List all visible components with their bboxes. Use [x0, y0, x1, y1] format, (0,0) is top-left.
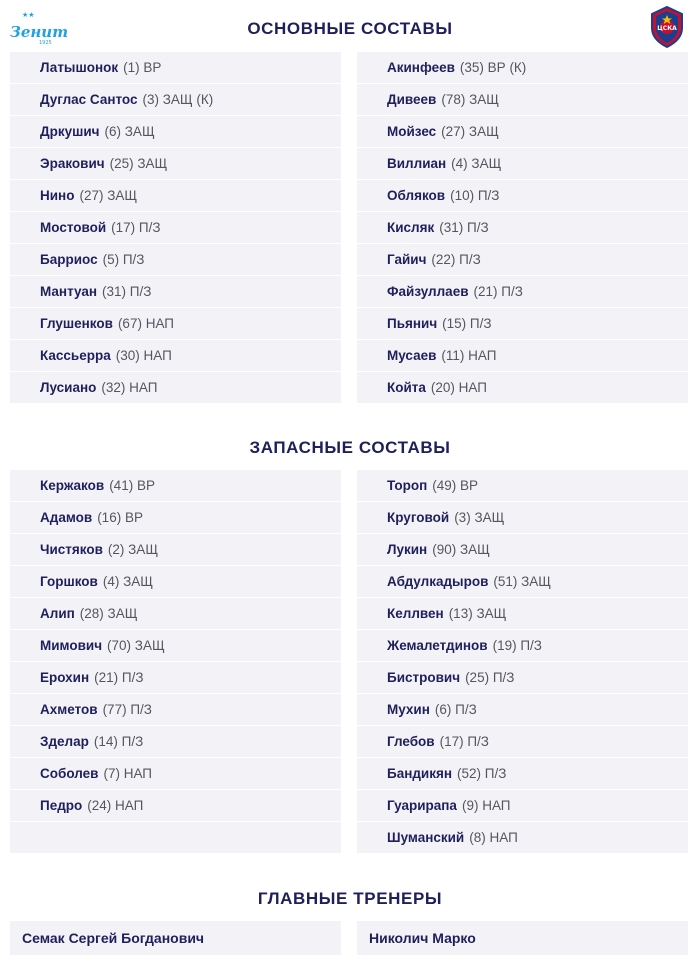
player-info: (10) П/З: [450, 188, 500, 203]
player-info: (31) П/З: [439, 220, 489, 235]
player-info: (3) ЗАЩ (К): [142, 92, 214, 107]
player-name: Эракович: [40, 156, 105, 171]
coach-row: [10, 921, 341, 955]
player-row: [10, 598, 341, 630]
player-row: [10, 534, 341, 566]
player-row: [10, 340, 341, 372]
player-info: (4) ЗАЩ: [451, 156, 502, 171]
player-name: Лусиано: [40, 380, 97, 395]
coach-left: [10, 921, 341, 955]
player-row: [357, 244, 688, 276]
player-row: [10, 758, 341, 790]
player-name: Латышонок: [40, 60, 119, 75]
player-name: Глушенков: [40, 316, 113, 331]
player-name: Бандикян: [387, 766, 453, 781]
player-row: [10, 726, 341, 758]
player-info: (17) П/З: [111, 220, 161, 235]
player-row: [10, 372, 341, 404]
player-info: (70) ЗАЩ: [107, 638, 165, 653]
player-name: Ахметов: [40, 702, 98, 717]
player-row: [357, 148, 688, 180]
player-info: (19) П/З: [492, 638, 542, 653]
player-info: (32) НАП: [101, 380, 158, 395]
player-info: (11) НАП: [441, 348, 497, 363]
coach-name: Николич Марко: [369, 930, 476, 946]
player-info: (49) ВР: [432, 478, 479, 493]
player-row: [10, 276, 341, 308]
player-row: [357, 598, 688, 630]
player-info: (52) П/З: [457, 766, 507, 781]
player-row: [10, 470, 341, 502]
player-row: [357, 276, 688, 308]
player-name: Мусаев: [387, 348, 437, 363]
player-row: [10, 662, 341, 694]
player-row: [357, 116, 688, 148]
player-row: [10, 116, 341, 148]
player-info: (77) П/З: [102, 702, 152, 717]
player-name: Глебов: [387, 734, 435, 749]
player-info: (78) ЗАЩ: [441, 92, 499, 107]
player-name: Круговой: [387, 510, 450, 525]
starting-right-list: [357, 52, 688, 404]
player-row: [10, 822, 341, 854]
player-info: (17) П/З: [439, 734, 489, 749]
player-name: Келлвен: [387, 606, 444, 621]
player-name: Шуманский: [387, 830, 465, 845]
player-name: Акинфеев: [387, 60, 455, 75]
player-name: Мимович: [40, 638, 103, 653]
player-row: [357, 340, 688, 372]
player-name: Дркушич: [40, 124, 100, 139]
player-info: (15) П/З: [442, 316, 492, 331]
player-row: [10, 148, 341, 180]
player-info: (25) ЗАЩ: [109, 156, 168, 171]
player-row: [10, 180, 341, 212]
player-row: [357, 822, 688, 854]
player-name: Кисляк: [387, 220, 435, 235]
player-row: [357, 308, 688, 340]
player-row: [357, 502, 688, 534]
player-name: Виллиан: [387, 156, 447, 171]
player-name: Алип: [40, 606, 75, 621]
player-row: [357, 630, 688, 662]
player-name: Зделар: [40, 734, 89, 749]
player-info: (27) ЗАЩ: [441, 124, 499, 139]
player-row: [10, 84, 341, 116]
player-info: (16) ВР: [97, 510, 143, 525]
player-row: [357, 212, 688, 244]
player-info: (90) ЗАЩ: [432, 542, 490, 557]
head-coaches-title: ГЛАВНЫЕ ТРЕНЕРЫ: [257, 889, 443, 908]
player-row: [357, 694, 688, 726]
player-name: Мухин: [387, 702, 430, 717]
zenit-logo-text: Зенит: [10, 23, 69, 41]
player-row: [10, 502, 341, 534]
player-info: (9) НАП: [461, 798, 511, 813]
player-row: [357, 470, 688, 502]
player-name: Соболев: [40, 766, 99, 781]
player-info: (20) НАП: [430, 380, 487, 395]
player-name: Лукин: [387, 542, 428, 557]
player-info: (25) П/З: [465, 670, 515, 685]
player-name: Бистрович: [387, 670, 461, 685]
player-name: Мостовой: [40, 220, 107, 235]
player-name: Койта: [387, 380, 426, 395]
player-info: (31) П/З: [102, 284, 152, 299]
starting-left-list: [10, 52, 341, 404]
player-name: Ерохин: [40, 670, 90, 685]
player-row: [10, 694, 341, 726]
player-name: Тороп: [387, 478, 428, 493]
player-row: [10, 630, 341, 662]
player-row: [357, 662, 688, 694]
player-name: Абдулкадыров: [387, 574, 489, 589]
starting-lineups-title: ОСНОВНЫЕ СОСТАВЫ: [247, 19, 453, 38]
player-row: [10, 244, 341, 276]
player-name: Нино: [40, 188, 75, 203]
player-info: (22) П/З: [431, 252, 481, 267]
player-info: (24) НАП: [87, 798, 144, 813]
player-info: (13) ЗАЩ: [448, 606, 507, 621]
subs-left-list: [10, 470, 341, 854]
player-row: [357, 52, 688, 84]
substitutes-title: ЗАПАСНЫЕ СОСТАВЫ: [249, 438, 451, 457]
player-row: [357, 534, 688, 566]
player-row: [357, 566, 688, 598]
player-info: (6) ЗАЩ: [104, 124, 155, 139]
cska-logo-text: ЦСКА: [657, 25, 677, 32]
player-name: Горшков: [40, 574, 98, 589]
player-name: Обляков: [387, 188, 446, 203]
player-info: (6) П/З: [434, 702, 477, 717]
player-row: [10, 790, 341, 822]
player-info: (7) НАП: [103, 766, 153, 781]
player-row: [357, 726, 688, 758]
player-name: Дуглас Сантос: [40, 92, 138, 107]
player-name: Гуарирапа: [387, 798, 457, 813]
player-row: [10, 308, 341, 340]
player-name: Жемалетдинов: [387, 638, 488, 653]
player-info: (41) ВР: [109, 478, 155, 493]
player-info: (5) П/З: [102, 252, 145, 267]
player-row: [357, 790, 688, 822]
player-row: [10, 212, 341, 244]
subs-right-list: [357, 470, 688, 854]
player-row: [357, 372, 688, 404]
coach-row: [357, 921, 688, 955]
player-info: (8) НАП: [469, 830, 518, 845]
player-name: Гайич: [387, 252, 427, 267]
player-info: (4) ЗАЩ: [102, 574, 153, 589]
player-info: (35) ВР (К): [459, 60, 527, 75]
player-name: Чистяков: [40, 542, 103, 557]
player-row: [10, 52, 341, 84]
player-info: (30) НАП: [115, 348, 172, 363]
player-row: [10, 566, 341, 598]
coach-name: Семак Сергей Богданович: [22, 930, 205, 946]
player-info: (14) П/З: [93, 734, 144, 749]
player-row: [357, 84, 688, 116]
zenit-logo-year: 1925: [39, 40, 52, 46]
player-info: (3) ЗАЩ: [454, 510, 505, 525]
player-row: [357, 758, 688, 790]
player-info: (21) П/З: [473, 284, 523, 299]
svg-text:★★: ★★: [22, 11, 35, 19]
player-info: (27) ЗАЩ: [79, 188, 138, 203]
player-name: Барриос: [40, 252, 98, 267]
player-name: Мантуан: [40, 284, 98, 299]
player-info: (28) ЗАЩ: [79, 606, 138, 621]
player-name: Дивеев: [387, 92, 437, 107]
player-info: (51) ЗАЩ: [493, 574, 551, 589]
player-info: (2) ЗАЩ: [107, 542, 158, 557]
player-name: Педро: [40, 798, 83, 813]
player-info: (21) П/З: [94, 670, 144, 685]
player-name: Кассьерра: [40, 348, 111, 363]
player-info: (67) НАП: [117, 316, 175, 331]
player-name: Пьянич: [387, 316, 438, 331]
coach-right: [357, 921, 688, 955]
player-row: [357, 180, 688, 212]
player-name: Файзуллаев: [387, 284, 469, 299]
player-name: Адамов: [40, 510, 93, 525]
player-name: Мойзес: [387, 124, 437, 139]
player-name: Кержаков: [40, 478, 105, 493]
player-info: (1) ВР: [123, 60, 162, 75]
